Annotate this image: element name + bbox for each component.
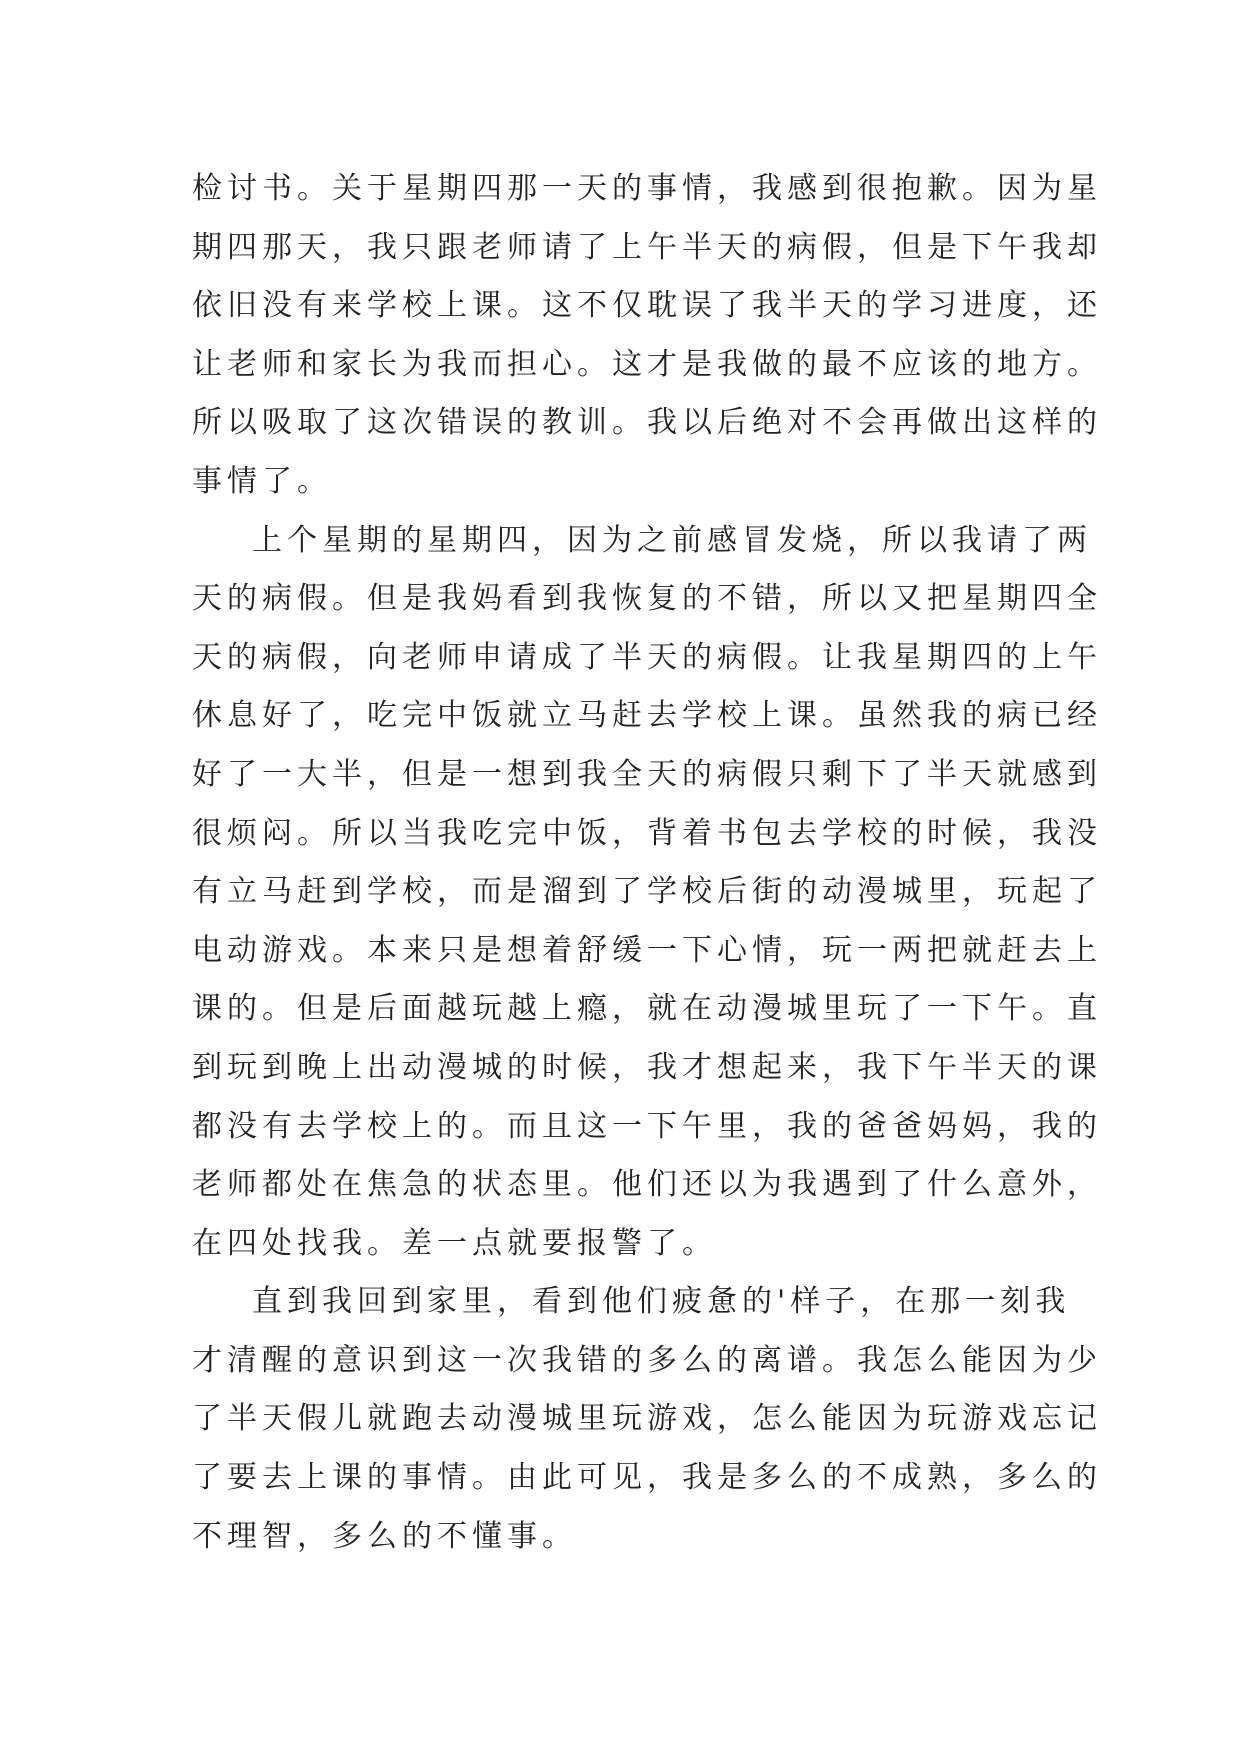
paragraph-3: [192, 1273, 1102, 1566]
text-line: 到玩到晚上出动漫城的时候，我才想起来，我下午半天的课: [192, 1049, 1102, 1085]
text-line: 了半天假儿就跑去动漫城里玩游戏，怎么能因为玩游戏忘记: [192, 1401, 1102, 1437]
text-line: 事情了。: [192, 463, 332, 499]
text-line: 在四处找我。差一点就要报警了。: [192, 1225, 717, 1261]
text-line: 好了一大半，但是一想到我全天的病假只剩下了半天就感到: [192, 756, 1102, 792]
text-line: 检讨书。关于星期四那一天的事情，我感到很抱歉。因为星: [192, 171, 1102, 206]
text-line: 天的病假，向老师申请成了半天的病假。让我星期四的上午: [192, 639, 1102, 675]
text-line: 老师都处在焦急的状态里。他们还以为我遇到了什么意外，: [192, 1167, 1102, 1203]
text-line: 休息好了，吃完中饭就立马赶去学校上课。虽然我的病已经: [192, 698, 1102, 734]
text-line: 有立马赶到学校，而是溜到了学校后街的动漫城里，玩起了: [192, 874, 1102, 910]
text-line: 不理智，多么的不懂事。: [192, 1518, 577, 1554]
paragraph-2: [192, 512, 1102, 1274]
text-line-indented: 直到我回到家里，看到他们疲惫的'样子，在那一刻我: [252, 1284, 1071, 1320]
text-line: 依旧没有来学校上课。这不仅耽误了我半天的学习进度，还: [192, 288, 1102, 324]
text-line: 让老师和家长为我而担心。这才是我做的最不应该的地方。: [192, 346, 1102, 382]
text-line: 才清醒的意识到这一次我错的多么的离谱。我怎么能因为少: [192, 1342, 1102, 1378]
document-body: [192, 160, 1102, 1566]
text-line: 天的病假。但是我妈看到我恢复的不错，所以又把星期四全: [192, 581, 1102, 617]
text-line: 期四那天，我只跟老师请了上午半天的病假，但是下午我却: [192, 229, 1102, 265]
text-line: 很烦闷。所以当我吃完中饭，背着书包去学校的时候，我没: [192, 815, 1102, 851]
text-line: 都没有去学校上的。而且这一下午里，我的爸爸妈妈，我的: [192, 1108, 1102, 1144]
text-line: 所以吸取了这次错误的教训。我以后绝对不会再做出这样的: [192, 405, 1102, 441]
paragraph-1: [192, 160, 1102, 512]
text-line: 了要去上课的事情。由此可见，我是多么的不成熟，多么的: [192, 1460, 1102, 1496]
text-line: 课的。但是后面越玩越上瘾，就在动漫城里玩了一下午。直: [192, 991, 1102, 1027]
text-line-indented: 上个星期的星期四，因为之前感冒发烧，所以我请了两: [252, 522, 1092, 558]
text-line: 电动游戏。本来只是想着舒缓一下心情，玩一两把就赶去上: [192, 932, 1102, 968]
